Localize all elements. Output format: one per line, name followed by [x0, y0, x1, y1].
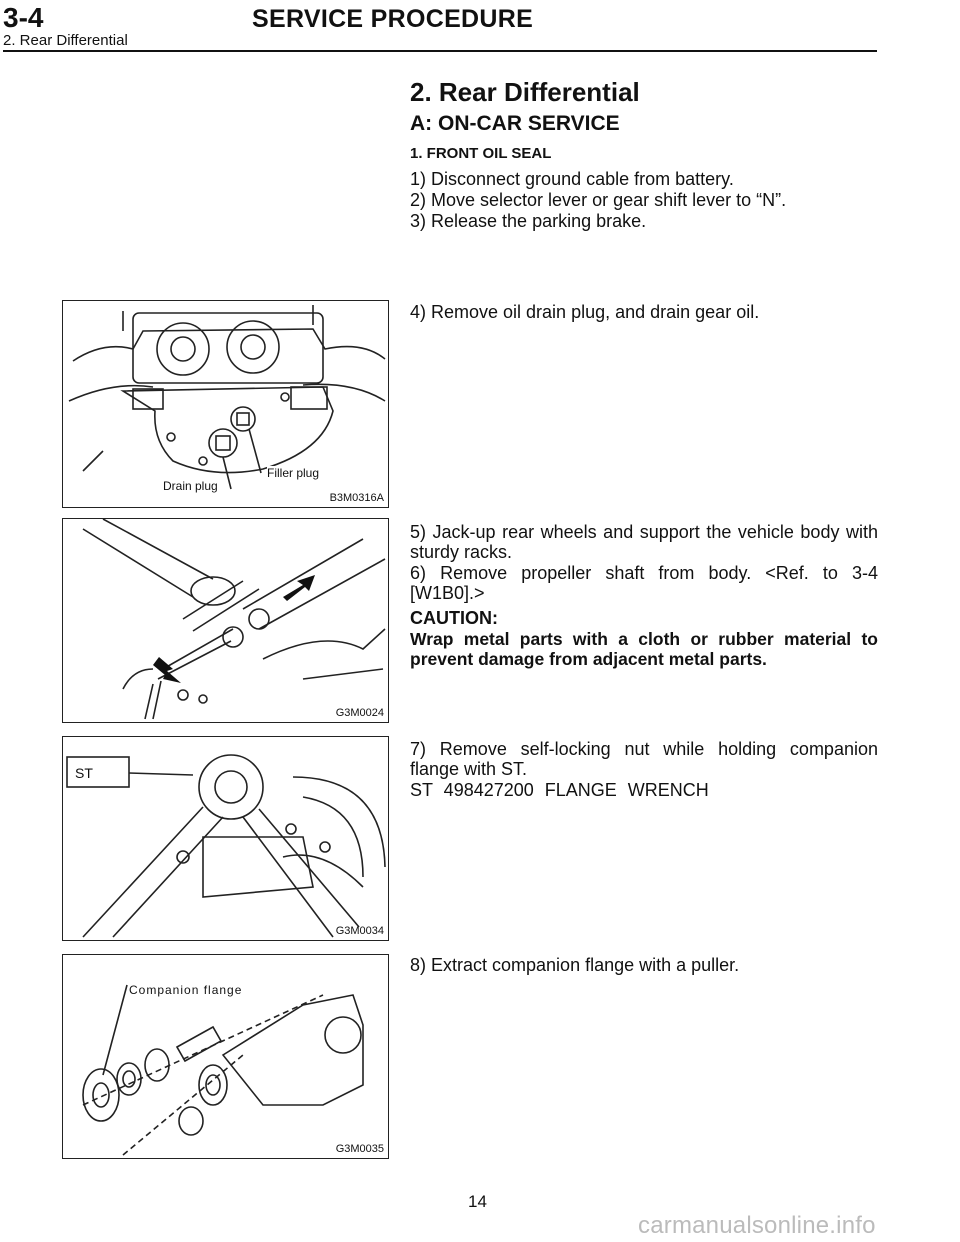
figure-code: G3M0035 [335, 1143, 384, 1155]
figure-companion-flange [62, 954, 389, 1159]
figure-flange-wrench [62, 736, 389, 941]
label-st: ST [75, 765, 93, 781]
page-number: 14 [468, 1192, 487, 1211]
step-1: 1) Disconnect ground cable from battery. [410, 169, 734, 189]
st-tool-line: ST 498427200 FLANGE WRENCH [410, 780, 709, 800]
step-2: 2) Move selector lever or gear shift lever to “N”. [410, 190, 787, 210]
figure-drain-filler-plug [62, 300, 389, 508]
footer-watermark: carmanualsonline.info [638, 1212, 876, 1239]
figure-code: G3M0024 [335, 707, 384, 719]
subsection-title: 2. Rear Differential [3, 32, 128, 49]
step-8: 8) Extract companion flange with a puller. [410, 955, 740, 975]
step-4: 4) Remove oil drain plug, and drain gear oil. [410, 302, 760, 322]
caution-text: Wrap metal parts with a cloth or rubber material to prevent damage from adjacent metal parts. [410, 629, 878, 669]
header-divider [3, 50, 877, 52]
step-7: 7) Remove self-locking nut while holding companion flange with ST. [410, 739, 878, 779]
label-drain-plug: Drain plug [163, 479, 218, 493]
step-5: 5) Jack-up rear wheels and support the vehicle body with sturdy racks. [410, 522, 878, 562]
section-subtitle: A: ON-CAR SERVICE [410, 112, 620, 135]
label-companion-flange: Companion flange [129, 983, 243, 997]
figure-code: B3M0316A [329, 492, 384, 504]
propeller-shaft-illustration [63, 519, 388, 722]
section-title: SERVICE PROCEDURE [252, 5, 534, 33]
figure-code: G3M0034 [335, 925, 384, 937]
differential-rear-illustration [63, 301, 388, 507]
page-title: 2. Rear Differential [410, 77, 640, 107]
flange-wrench-illustration [63, 737, 388, 940]
section-number: 3-4 [3, 2, 44, 33]
label-filler-plug: Filler plug [267, 466, 320, 480]
step-6: 6) Remove propeller shaft from body. <Ref. to 3-4 [W1B0].> [410, 563, 878, 603]
step-3: 3) Release the parking brake. [410, 211, 647, 231]
figure-propeller-shaft [62, 518, 389, 723]
topic-heading: 1. FRONT OIL SEAL [410, 145, 552, 162]
caution-title: CAUTION: [410, 608, 498, 628]
